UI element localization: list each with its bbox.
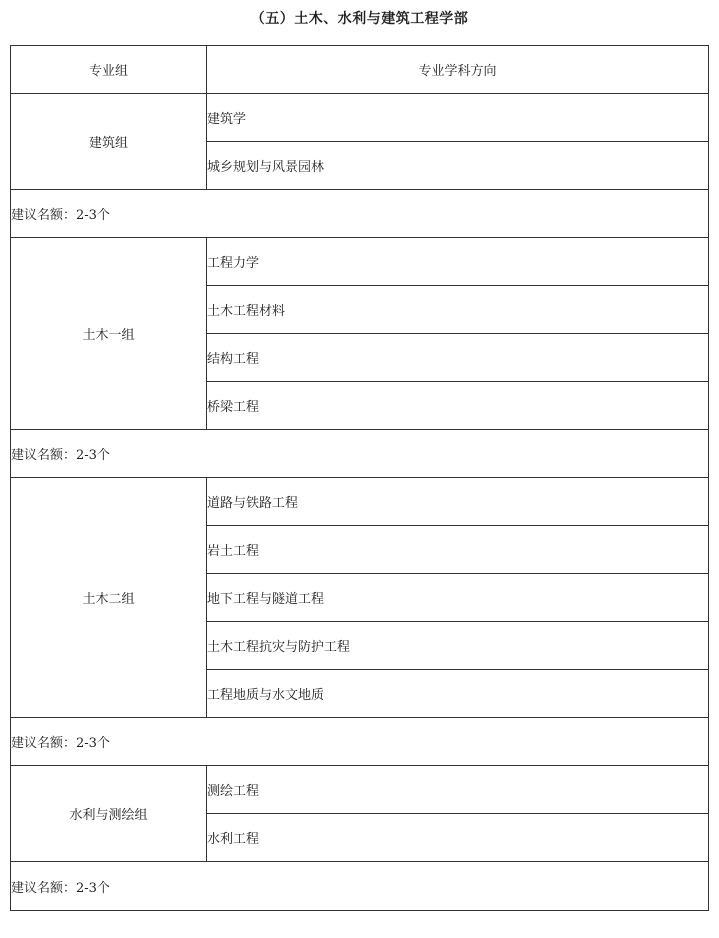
- direction-cell: 岩土工程: [207, 526, 709, 574]
- table-row: [11, 766, 709, 814]
- direction-cell: 结构工程: [207, 334, 709, 382]
- direction-cell: 地下工程与隧道工程: [207, 574, 709, 622]
- group-name-civil-2: 土木二组: [11, 478, 207, 718]
- direction-cell: 工程力学: [207, 238, 709, 286]
- direction-cell: 土木工程抗灾与防护工程: [207, 622, 709, 670]
- quota-civil-2: 建议名额：2-3个: [11, 718, 709, 766]
- direction-cell: 水利工程: [207, 814, 709, 862]
- discipline-table: [10, 45, 709, 911]
- direction-cell: 工程地质与水文地质: [207, 670, 709, 718]
- header-direction: 专业学科方向: [207, 46, 709, 94]
- direction-cell: 建筑学: [207, 94, 709, 142]
- quota-row: [11, 190, 709, 238]
- quota-row: [11, 862, 709, 911]
- quota-hydraulic-surveying: 建议名额：2-3个: [11, 862, 709, 911]
- group-name-hydraulic-surveying: 水利与测绘组: [11, 766, 207, 862]
- direction-cell: 桥梁工程: [207, 382, 709, 430]
- header-group: 专业组: [11, 46, 207, 94]
- quota-architecture: 建议名额：2-3个: [11, 190, 709, 238]
- direction-cell: 土木工程材料: [207, 286, 709, 334]
- table-row: [11, 238, 709, 286]
- table-row: [11, 94, 709, 142]
- table-header-row: [11, 46, 709, 94]
- page-title: （五）土木、水利与建筑工程学部: [250, 11, 469, 27]
- direction-cell: 城乡规划与风景园林: [207, 142, 709, 190]
- direction-cell: 道路与铁路工程: [207, 478, 709, 526]
- quota-row: [11, 718, 709, 766]
- quota-civil-1: 建议名额：2-3个: [11, 430, 709, 478]
- direction-cell: 测绘工程: [207, 766, 709, 814]
- table-row: [11, 478, 709, 526]
- group-name-architecture: 建筑组: [11, 94, 207, 190]
- quota-row: [11, 430, 709, 478]
- group-name-civil-1: 土木一组: [11, 238, 207, 430]
